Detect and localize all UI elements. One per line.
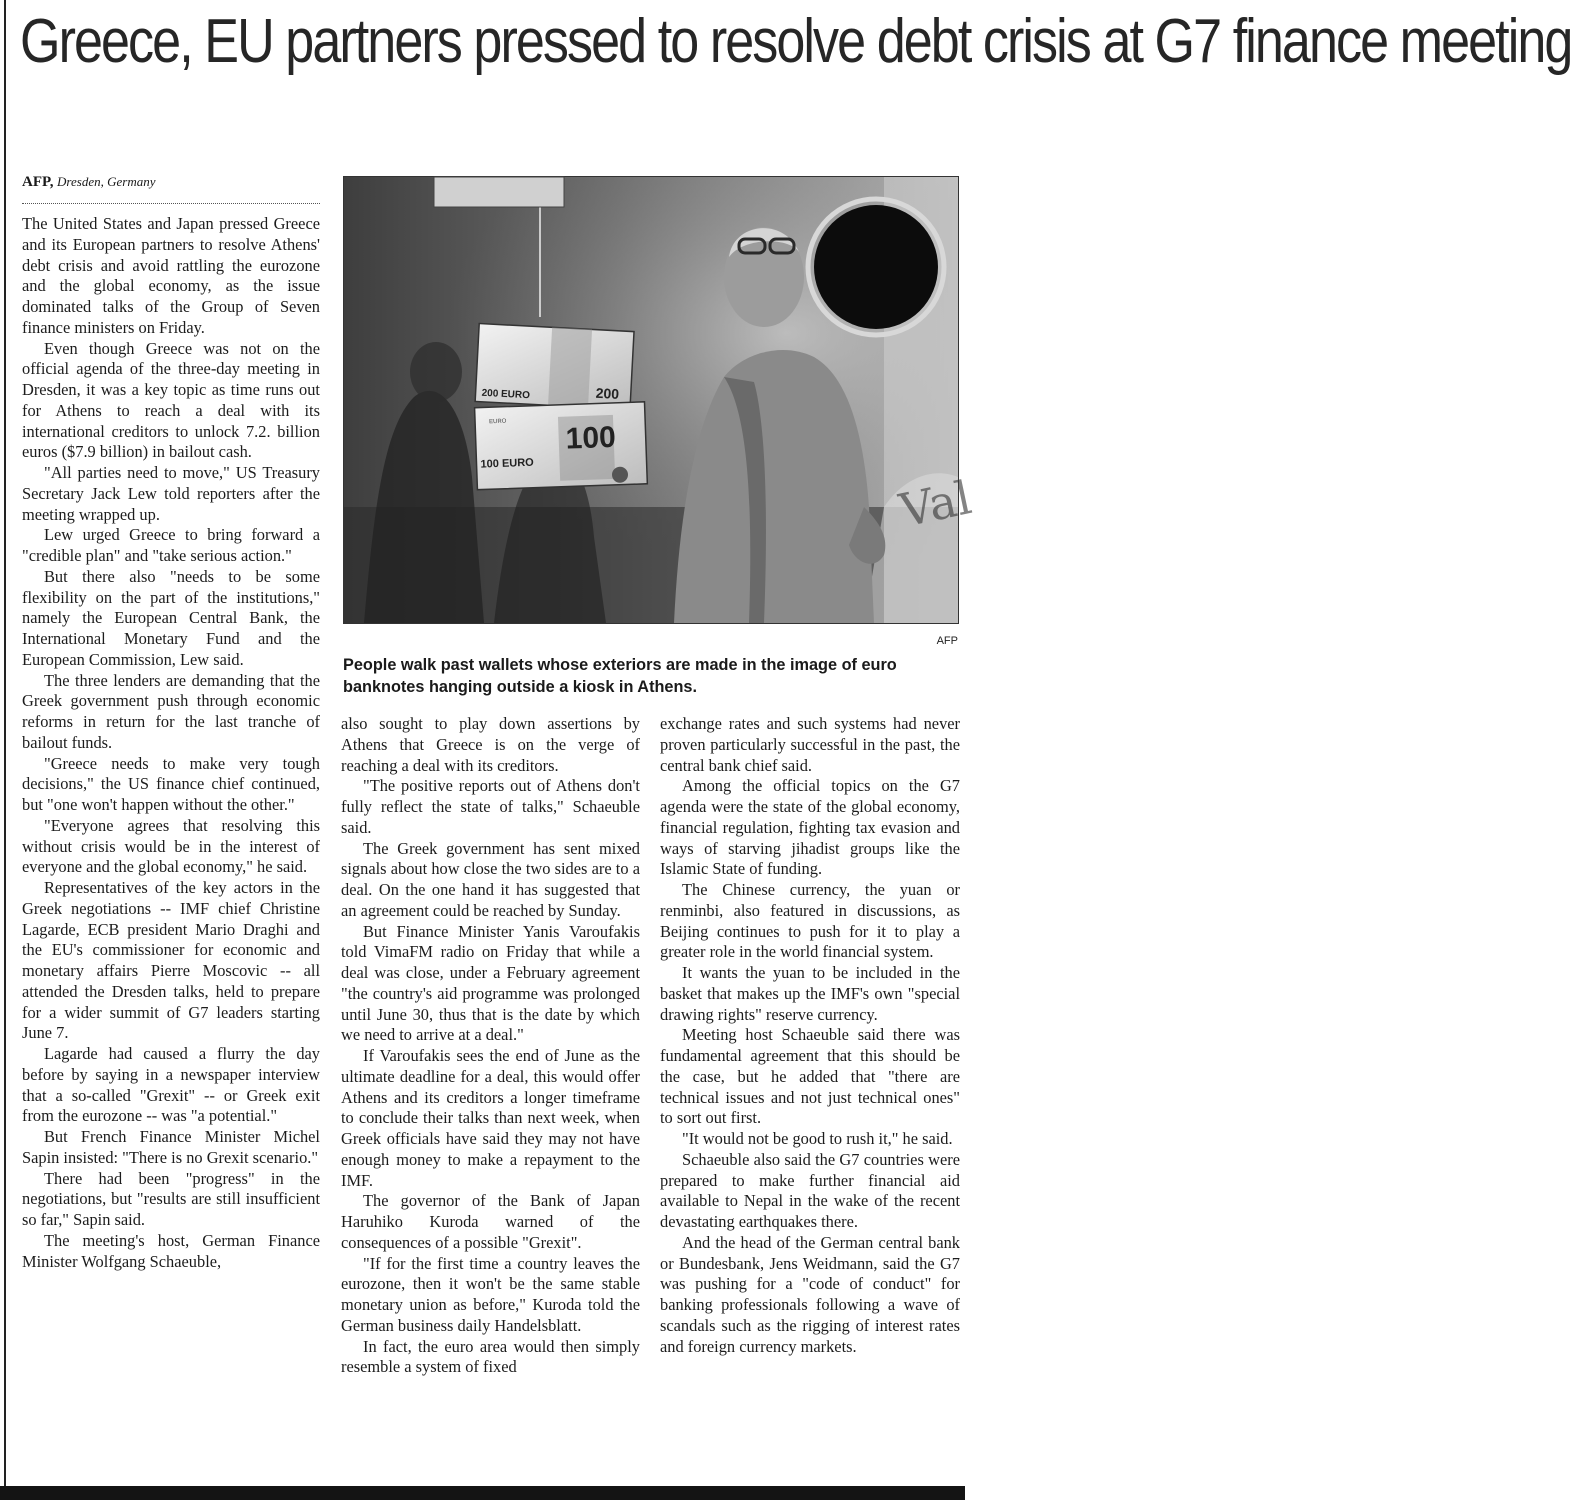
photo-caption: People walk past wallets whose exteriors are made in the image of euro banknotes hanging outside a kiosk in Athens. bbox=[343, 656, 897, 696]
paragraph: But French Finance Minister Michel Sapin insisted: "There is no Grexit scenario." bbox=[22, 1127, 320, 1167]
paragraph: But there also "needs to be some flexibility on the part of the institutions," namely the European Central Bank, the International Monetary Fund and the European Commission, Lew said. bbox=[22, 566, 320, 669]
paragraph: Schaeuble also said the G7 countries were prepared to make further financial aid available to Nepal in the wake of the recent devastating earthquakes there. bbox=[660, 1149, 960, 1231]
top-wallet bbox=[434, 177, 564, 207]
paragraph: Even though Greece was not on the official agenda of the three-day meeting in Dresden, it was a key topic as time runs out for Athens to reach a deal with its international creditors to unlock 7.2. billion euros ($7.9 billion) in bailout cash. bbox=[22, 338, 320, 462]
paragraph: The United States and Japan pressed Greece and its European partners to resolve Athens' debt crisis and avoid rattling the eurozone and the global economy, as the issue dominated talks of the Group of Seven finance ministers on Friday. bbox=[22, 214, 320, 337]
paragraph: In fact, the euro area would then simply resemble a system of fixed bbox=[341, 1336, 640, 1377]
page-left-rule bbox=[4, 0, 6, 1486]
article-column-2 bbox=[341, 714, 640, 1484]
paragraph: "Greece needs to make very tough decisions," the US finance chief continued, but "one won't happen without the other." bbox=[22, 753, 320, 814]
banknote-200-label: 200 EURO bbox=[481, 387, 531, 402]
paragraph: But Finance Minister Yanis Varoufakis told VimaFM radio on Friday that while a deal was close, under a February agreement "the country's aid programme was prolonged until June 30, thus that is the date by which we need to arrive at a deal." bbox=[341, 921, 640, 1045]
black-disc bbox=[814, 205, 938, 329]
banknote-200-value: 200 bbox=[595, 384, 620, 402]
news-photo bbox=[343, 176, 976, 624]
photo-credit: AFP bbox=[936, 635, 958, 647]
blurred-pedestrian-head bbox=[410, 342, 462, 402]
byline-location: Dresden, Germany bbox=[57, 174, 156, 189]
paragraph: "All parties need to move," US Treasury Secretary Jack Lew told reporters after the meeting wrapped up. bbox=[22, 463, 320, 524]
paragraph: And the head of the German central bank or Bundesbank, Jens Weidmann, said the G7 was pushing for a "code of conduct" for banking professionals following a wave of scandals such as the rigging of interest rates and foreign currency markets. bbox=[660, 1232, 960, 1356]
paragraph: There had been "progress" in the negotiations, but "results are still insufficient so far," Sapin said. bbox=[22, 1168, 320, 1229]
banknote-200 bbox=[475, 324, 634, 410]
paragraph: Lagarde had caused a flurry the day before by saying in a newspaper interview that a so-called "Grexit" -- or Greek exit from the eurozone -- was "a potential." bbox=[22, 1044, 320, 1126]
banknote-100 bbox=[475, 402, 648, 490]
paragraph: Meeting host Schaeuble said there was fundamental agreement that this should be the case, but he added that "there are technical issues and not just technical ones" to sort out first. bbox=[660, 1025, 960, 1128]
paragraph: The three lenders are demanding that the Greek government push through economic reforms in return for the last tranche of bailout funds. bbox=[22, 670, 320, 752]
byline bbox=[22, 174, 155, 191]
article-column-1 bbox=[22, 214, 320, 1484]
byline-agency: AFP, bbox=[22, 174, 54, 190]
banknote-100-serial: EURO bbox=[488, 418, 507, 426]
paragraph: Lew urged Greece to bring forward a "credible plan" and "take serious action." bbox=[22, 525, 320, 565]
paragraph: "It would not be good to rush it," he said. bbox=[682, 1129, 953, 1148]
page-bottom-band bbox=[0, 1486, 965, 1500]
paragraph: If Varoufakis sees the end of June as the ultimate deadline for a deal, this would offer Athens and its creditors a longer timeframe to conclude their talks than next week, when Greek officials have said they may not have enough money to make a repayment to the IMF. bbox=[341, 1046, 640, 1190]
kiosk-banknote-illustration bbox=[344, 177, 976, 623]
banknote-100-label: 100 EURO bbox=[480, 456, 534, 471]
paragraph: The Chinese currency, the yuan or renminbi, also featured in discussions, as Beijing continues to push for it to play a greater role in the world financial system. bbox=[660, 880, 960, 962]
paragraph: "Everyone agrees that resolving this without crisis would be in the interest of everyone and the global economy," he said. bbox=[22, 815, 320, 877]
paragraph: exchange rates and such systems had never proven particularly successful in the past, the central bank chief said. bbox=[660, 714, 960, 775]
byline-divider bbox=[22, 203, 320, 204]
article-column-3 bbox=[660, 714, 960, 1484]
paragraph: The governor of the Bank of Japan Haruhiko Kuroda warned of the consequences of a possible "Grexit". bbox=[341, 1191, 640, 1252]
paragraph: "If for the first time a country leaves the eurozone, then it won't be the same stable monetary union as before," Kuroda told the German business daily Handelsblatt. bbox=[341, 1253, 640, 1335]
paragraph: The Greek government has sent mixed signals about how close the two sides are to a deal. On the one hand it has suggested that an agreement could be reached by Sunday. bbox=[341, 838, 640, 920]
wall-graffiti: Val bbox=[895, 470, 976, 538]
paragraph: Among the official topics on the G7 agenda were the state of the global economy, financial regulation, fighting tax evasion and ways of starving jihadist groups like the Islamic State of funding. bbox=[660, 776, 960, 879]
banknote-100-value: 100 bbox=[565, 420, 617, 456]
paragraph: "The positive reports out of Athens don't fully reflect the state of talks," Schaeuble said. bbox=[341, 776, 640, 837]
banknote-200-map bbox=[548, 327, 592, 407]
paragraph: The meeting's host, German Finance Minister Wolfgang Schaeuble, bbox=[22, 1230, 320, 1271]
headline: Greece, EU partners pressed to resolve debt crisis at G7 finance meeting bbox=[20, 7, 1571, 76]
paragraph: It wants the yuan to be included in the basket that makes up the IMF's own "special drawing rights" reserve currency. bbox=[660, 963, 960, 1024]
paragraph: Representatives of the key actors in the Greek negotiations -- IMF chief Christine Lagarde, ECB president Mario Draghi and the EU's commissioner for economic and monetary affairs Pierre Moscovic -- all attended the Dresden talks, held to prepare for a wider summit of G7 leaders starting June 7. bbox=[22, 878, 320, 1043]
paragraph: also sought to play down assertions by Athens that Greece is on the verge of reaching a deal with its creditors. bbox=[341, 714, 640, 775]
